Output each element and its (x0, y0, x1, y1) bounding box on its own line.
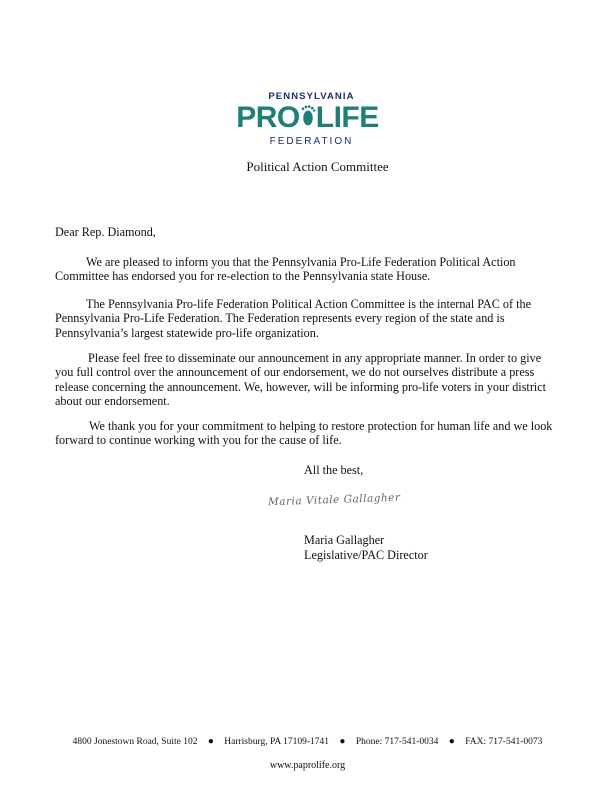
salutation: Dear Rep. Diamond, (55, 225, 156, 239)
signer-block (304, 533, 428, 563)
footer-address: 4800 Jonestown Road, Suite 102 (72, 737, 198, 747)
footer-website-link[interactable]: www.paprolife.org (269, 760, 346, 771)
paragraph-pac-description (55, 297, 560, 340)
paragraph-endorsement (55, 255, 560, 284)
bullet-icon: ● (207, 736, 214, 747)
footer-fax: FAX: 717-541-0073 (465, 737, 543, 747)
bullet-icon: ● (448, 736, 455, 747)
letterhead (0, 92, 615, 175)
logo-main-pro: PRO (236, 100, 300, 134)
paragraph-text: We thank you for your commitment to helping to restore protection for human life and we look forward to continue working with you for the cause of life. (55, 419, 553, 448)
footer-contact-line (0, 736, 615, 747)
handwritten-signature: Maria Vitale Gallagher (267, 491, 401, 509)
logo-state-text: PENNSYLVANIA (268, 91, 355, 102)
signer-title: Legislative/PAC Director (304, 548, 428, 562)
paragraph-dissemination (55, 351, 560, 409)
logo-main-life: LIFE (315, 100, 379, 134)
paragraph-text: We are pleased to inform you that the Pennsylvania Pro-Life Federation Political Action Committee has endorsed you for re-election to the Pennsylvania state House. (55, 255, 516, 284)
pro-life-federation-logo (236, 92, 379, 147)
paragraph-thanks (55, 419, 560, 448)
paragraph-text: The Pennsylvania Pro-life Federation Political Action Committee is the internal PAC of the Pennsylvania Pro-Life Federation. The Federation represents every region of the state and is Pennsylvania’s largest statewide pro-life organization. (55, 297, 531, 340)
closing-line: All the best, (304, 463, 364, 477)
footer-phone: Phone: 717-541-0034 (355, 737, 439, 747)
logo-main-text (236, 100, 379, 136)
logo-org-text: FEDERATION (269, 135, 354, 147)
footprint-icon (300, 103, 316, 136)
footer-city: Harrisburg, PA 17109-1741 (224, 737, 330, 747)
paragraph-text: Please feel free to disseminate our announcement in any appropriate manner. In order to give you full control over the announcement of our endorsement, we do not ourselves distribute a press release concerning the announcement. We, however, will be informing pro-life voters in your district about our endorsement. (55, 351, 547, 409)
bullet-icon: ● (339, 736, 346, 747)
signer-name: Maria Gallagher (304, 533, 385, 547)
committee-name: Political Action Committee (246, 158, 389, 174)
